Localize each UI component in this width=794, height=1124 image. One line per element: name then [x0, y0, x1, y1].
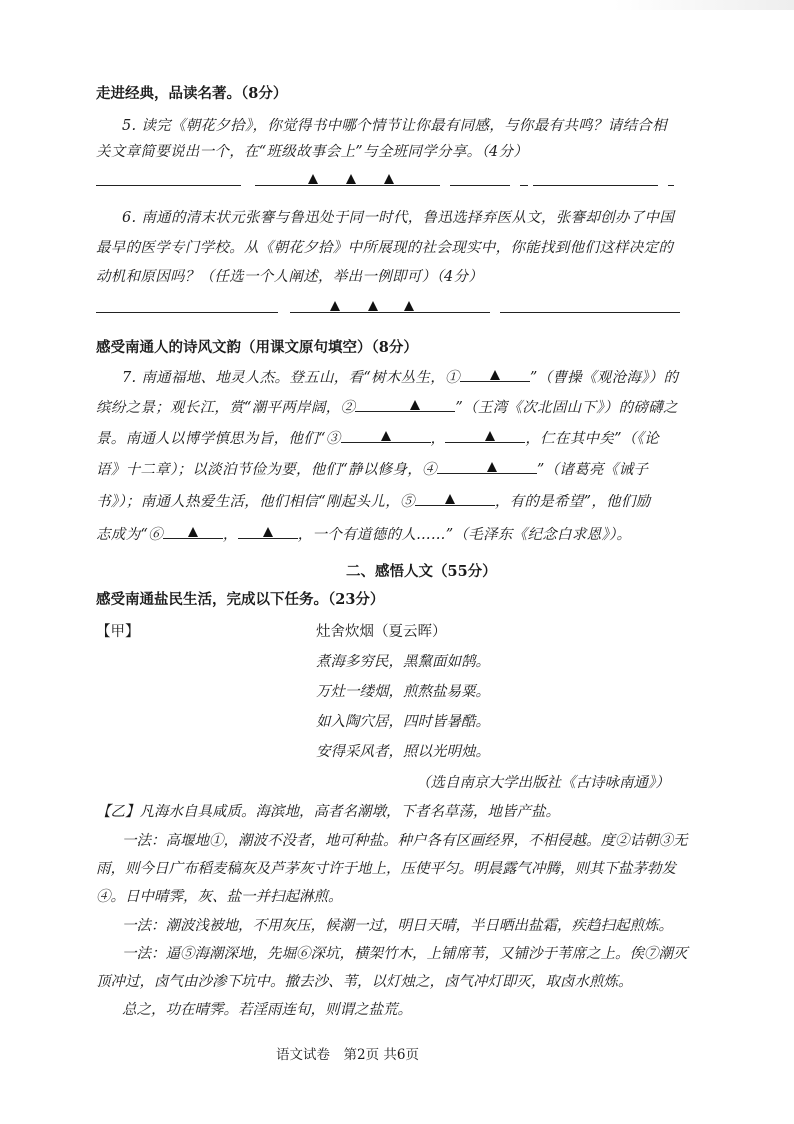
answer-marker-icon: [263, 527, 273, 537]
q7-line5: [96, 490, 651, 511]
q7-line1: [122, 366, 678, 387]
answer-marker-icon: [404, 301, 414, 311]
blank-5[interactable]: [415, 491, 495, 506]
blank-3b[interactable]: [445, 428, 525, 443]
q7-text: 景。南通人以博学慎思为旨，他们“③: [96, 431, 341, 447]
q7-line2: [96, 396, 678, 417]
poem-source: （选自南京大学出版社《古诗咏南通》）: [416, 775, 670, 791]
q7-line3: [96, 427, 659, 448]
answer-marker-icon: [381, 431, 391, 441]
answer-marker-icon: [410, 400, 420, 410]
answer-marker-icon: [346, 174, 356, 184]
blank-1[interactable]: [460, 367, 530, 382]
q7-text: ，: [430, 431, 446, 447]
scan-smudge: [614, 0, 794, 10]
poem-line: 安得采风者，照以光明烛。: [316, 744, 490, 760]
blank-6a[interactable]: [163, 524, 223, 539]
blank-4[interactable]: [437, 459, 537, 474]
q5-text-line2: 关文章简要说出一个，在“班级故事会上”与全班同学分享。（4分）: [96, 144, 529, 160]
salt-task-heading: 感受南通盐民生活，完成以下任务。（23分）: [96, 591, 385, 608]
q7-text: ，有的是希望”，他们励: [494, 494, 651, 510]
yi-paragraph-4-line1: 一法：逼⑤海潮深地，先堀⑥深坑，横架竹木，上铺席苇，又铺沙于苇席之上。俟⑦潮灭: [122, 946, 688, 962]
q6-text-line2: 最早的医学专门学校。从《朝花夕拾》中所展现的社会现实中，你能找到他们这样决定的: [96, 240, 674, 256]
q7-text: ，一个有道德的人……”（毛泽东《纪念白求恩》）。: [297, 527, 632, 543]
answer-marker-icon: [308, 174, 318, 184]
q7-text: ，仁在其中矣”（《论: [525, 431, 659, 447]
jia-marker: 【甲】: [96, 624, 140, 640]
yi-paragraph-2-line3: ④。日中晴霁，灰、盐一并扫起淋煎。: [96, 889, 343, 905]
answer-marker-icon: [384, 174, 394, 184]
yi-paragraph-2-line1: 一法：高堰地①，潮波不没者，地可种盐。种户各有区画经界，不相侵越。度②诘朝③无: [122, 833, 688, 849]
blank-6b[interactable]: [238, 524, 298, 539]
poem-title: 灶舍炊烟（夏云晖）: [316, 624, 447, 640]
answer-marker-icon: [487, 462, 497, 472]
answer-marker-icon: [368, 301, 378, 311]
answer-marker-icon: [188, 527, 198, 537]
q7-text: 缤纷之景；观长江，赏“潮平两岸阔，②: [96, 400, 356, 416]
yi-paragraph-4-line2: 顶冲过，卤气由沙渗下坑中。撤去沙、苇，以灯烛之，卤气冲灯即灭，取卤水煎炼。: [96, 974, 633, 990]
q7-text: 书》）；南通人热爱生活，他们相信“刚起头儿，⑤: [96, 494, 415, 510]
page-footer: 语文试卷 第2页 共6页: [276, 1047, 419, 1063]
answer-marker-icon: [330, 301, 340, 311]
answer-marker-icon: [490, 370, 500, 380]
q7-line6: [96, 523, 631, 544]
q7-text: ，: [222, 527, 238, 543]
q6-text-line1: 6. 南通的清末状元张謇与鲁迅处于同一时代，鲁迅选择弃医从文，张謇却创办了中国: [122, 210, 675, 226]
yi-paragraph-1: 【乙】凡海水自具咸质。海滨地，高者名潮墩，下者名草荡，地皆产盐。: [96, 804, 560, 820]
q5-text-line1: 5. 读完《朝花夕拾》，你觉得书中哪个情节让你最有同感，与你最有共鸣？请结合相: [122, 118, 667, 134]
q7-text: ”（王湾《次北固山下》）的磅礴之: [455, 400, 678, 416]
q7-text: ”（诸葛亮《诫子: [536, 462, 649, 478]
answer-marker-icon: [485, 431, 495, 441]
yi-paragraph-3: 一法：潮波浅被地，不用灰压，候潮一过，明日天晴，半日晒出盐霜，疾趋扫起煎炼。: [122, 918, 673, 934]
q7-text: 7. 南通福地、地灵人杰。登五山，看“树木丛生，①: [122, 370, 460, 386]
section-heading-poetry: 感受南通人的诗风文韵（用课文原句填空）（8分）: [96, 339, 418, 356]
q7-text: ”（曹操《观沧海》）的: [529, 370, 679, 386]
blank-2[interactable]: [355, 397, 455, 412]
answer-marker-icon: [445, 494, 455, 504]
poem-line: 万灶一缕烟，煎熬盐易粟。: [316, 684, 490, 700]
section-heading-two: 二、感悟人文（55分）: [346, 563, 497, 580]
blank-3a[interactable]: [341, 428, 431, 443]
q7-text: 志成为“⑥: [96, 527, 163, 543]
yi-paragraph-5: 总之，功在晴霁。若淫雨连旬，则谓之盐荒。: [122, 1002, 412, 1018]
poem-line: 煮海多穷民，黑黧面如鹄。: [316, 654, 490, 670]
poem-line: 如入陶穴居，四时皆暑酷。: [316, 714, 490, 730]
q6-text-line3: 动机和原因吗？（任选一个人阐述，举出一例即可）（4分）: [96, 269, 484, 285]
q7-line4: [96, 458, 648, 479]
q7-text: 语》十二章）；以淡泊节俭为要，他们“静以修身，④: [96, 462, 437, 478]
yi-paragraph-2-line2: 雨，则今日广布稻麦稿灰及芦茅灰寸许于地上，压使平匀。明晨露气冲腾，则其下盐茅勃发: [96, 861, 676, 877]
section-heading-classic: 走进经典，品读名著。（8分）: [96, 85, 288, 102]
